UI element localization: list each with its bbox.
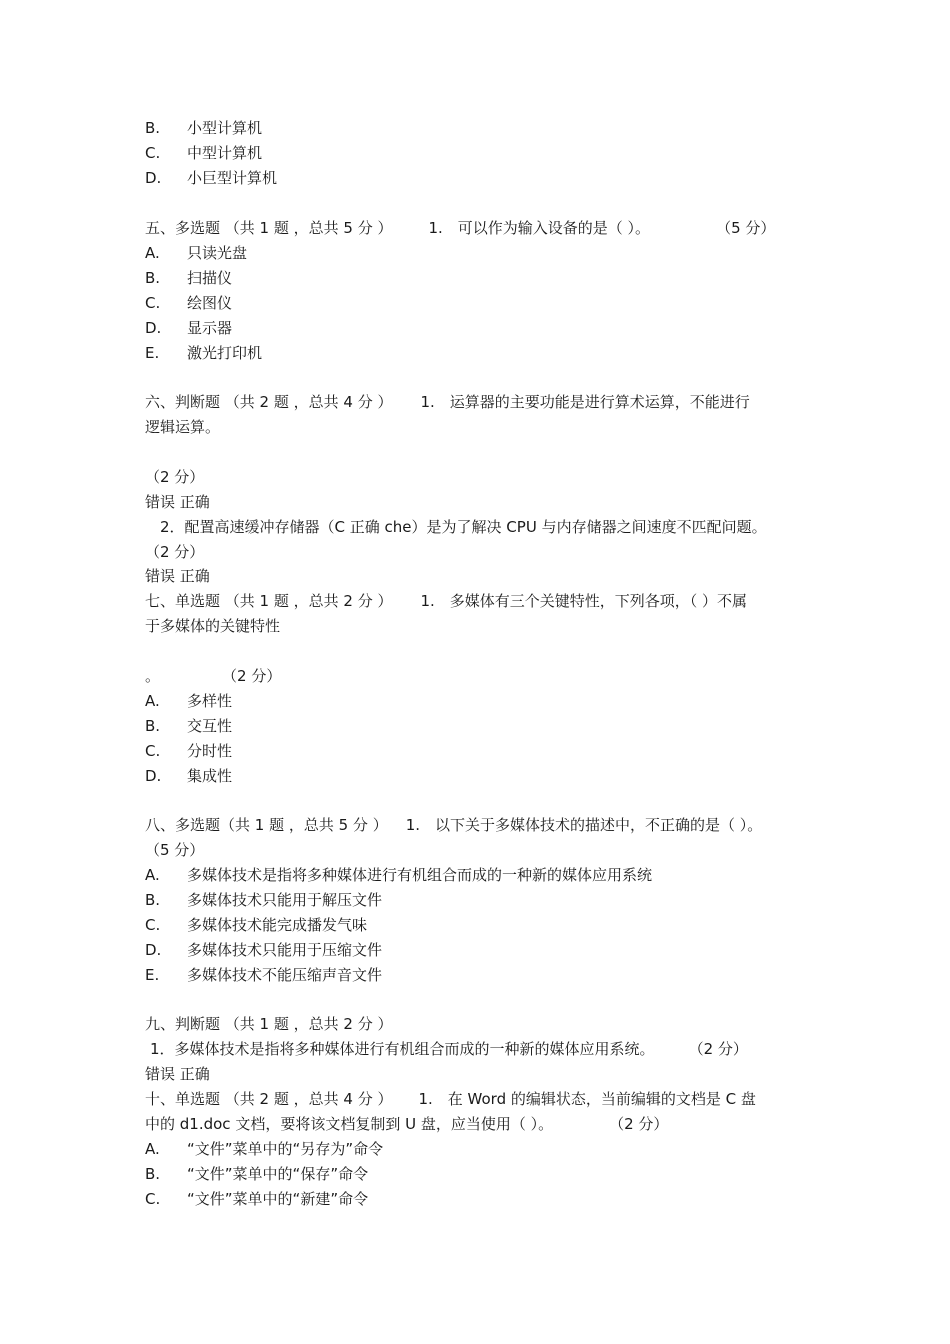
option-letter: E. bbox=[145, 966, 160, 984]
option-row bbox=[145, 243, 247, 263]
section-8-header-line bbox=[145, 815, 762, 835]
option-letter: A. bbox=[145, 866, 160, 884]
option-text: 扫描仪 bbox=[187, 269, 233, 287]
option-row bbox=[145, 915, 367, 935]
option-letter: B. bbox=[145, 269, 161, 287]
question-text: 1. 在 Word 的编辑状态，当前编辑的文档是 C 盘 bbox=[418, 1090, 756, 1108]
option-row bbox=[145, 965, 382, 985]
question-score: （2 分） bbox=[145, 468, 205, 486]
option-row bbox=[145, 143, 262, 163]
section-header: 十、单选题 （共 2 题 ，总共 4 分 ） bbox=[145, 1090, 393, 1108]
question-score: （2 分） bbox=[222, 667, 282, 685]
option-letter: A. bbox=[145, 692, 160, 710]
section-header: 七、单选题 （共 1 题 ，总共 2 分 ） bbox=[145, 592, 393, 610]
option-row bbox=[145, 741, 232, 761]
option-row bbox=[145, 293, 232, 313]
option-letter: D. bbox=[145, 941, 162, 959]
question-line bbox=[150, 1039, 748, 1059]
section-header: 九、判断题 （共 1 题 ，总共 2 分 ） bbox=[145, 1015, 393, 1033]
option-row bbox=[145, 716, 232, 736]
question-text-continuation: 中的 d1.doc 文档，要将该文档复制到 U 盘，应当使用（ ）。 bbox=[145, 1115, 554, 1133]
option-letter: B. bbox=[145, 119, 161, 137]
option-text: 显示器 bbox=[187, 319, 233, 337]
option-text: “文件”菜单中的“保存”命令 bbox=[187, 1165, 369, 1183]
option-text: 交互性 bbox=[187, 717, 233, 735]
option-text: 多媒体技术只能用于解压文件 bbox=[187, 891, 383, 909]
option-row bbox=[145, 890, 382, 910]
option-letter: C. bbox=[145, 294, 161, 312]
option-row bbox=[145, 691, 232, 711]
option-text: 激光打印机 bbox=[187, 344, 263, 362]
option-row bbox=[145, 343, 262, 363]
option-text: 小型计算机 bbox=[187, 119, 263, 137]
question-text: 1．多媒体技术是指将多种媒体进行有机组合而成的一种新的媒体应用系统。 bbox=[150, 1040, 655, 1058]
option-text: “文件”菜单中的“新建”命令 bbox=[187, 1190, 369, 1208]
option-letter: D. bbox=[145, 169, 162, 187]
section-7-header-line bbox=[145, 591, 747, 611]
option-letter: D. bbox=[145, 319, 162, 337]
option-text: 多媒体技术能完成播发气味 bbox=[187, 916, 368, 934]
option-text: 只读光盘 bbox=[187, 244, 248, 262]
question-text-continuation: 于多媒体的关键特性 bbox=[145, 617, 281, 635]
judgement-answer: 错误 正确 bbox=[145, 493, 210, 511]
option-text: 多样性 bbox=[187, 692, 233, 710]
judgement-answer: 错误 正确 bbox=[145, 1065, 210, 1083]
option-row bbox=[145, 1189, 368, 1209]
question-score: （2 分） bbox=[145, 543, 205, 561]
question-score: （2 分） bbox=[609, 1115, 669, 1133]
option-letter: A. bbox=[145, 244, 160, 262]
question-text: 1. 多媒体有三个关键特性，下列各项，（ ）不属 bbox=[420, 592, 748, 610]
option-row bbox=[145, 1164, 368, 1184]
option-letter: C. bbox=[145, 916, 161, 934]
option-letter: E. bbox=[145, 344, 160, 362]
option-row bbox=[145, 1139, 383, 1159]
question-end-mark: 。 bbox=[145, 667, 161, 685]
option-row bbox=[145, 865, 652, 885]
option-text: 多媒体技术不能压缩声音文件 bbox=[187, 966, 383, 984]
option-row bbox=[145, 118, 262, 138]
question-text: 1. 以下关于多媒体技术的描述中，不正确的是（ ）。 bbox=[405, 816, 763, 834]
option-text: 集成性 bbox=[187, 767, 233, 785]
question-score: （5 分） bbox=[145, 841, 205, 859]
option-letter: B. bbox=[145, 1165, 161, 1183]
option-row bbox=[145, 168, 277, 188]
option-text: 绘图仪 bbox=[187, 294, 233, 312]
option-letter: B. bbox=[145, 717, 161, 735]
option-text: 分时性 bbox=[187, 742, 233, 760]
option-text: 多媒体技术只能用于压缩文件 bbox=[187, 941, 383, 959]
option-letter: C. bbox=[145, 144, 161, 162]
option-row bbox=[145, 940, 382, 960]
option-letter: B. bbox=[145, 891, 161, 909]
section-5-header-line bbox=[145, 218, 775, 238]
question-text: 1. 可以作为输入设备的是（ ）。 bbox=[428, 219, 651, 237]
option-row bbox=[145, 766, 232, 786]
option-row bbox=[145, 268, 232, 288]
section-10-header-line bbox=[145, 1089, 756, 1109]
section-header: 八、多选题（共 1 题 ，总共 5 分 ） bbox=[145, 816, 388, 834]
option-text: 多媒体技术是指将多种媒体进行有机组合而成的一种新的媒体应用系统 bbox=[187, 866, 653, 884]
question-text: 2．配置高速缓冲存储器（C 正确 che）是为了解决 CPU 与内存储器之间速度不匹配问题。 bbox=[160, 518, 767, 536]
option-text: “文件”菜单中的“另存为”命令 bbox=[187, 1140, 384, 1158]
option-letter: D. bbox=[145, 767, 162, 785]
option-letter: C. bbox=[145, 1190, 161, 1208]
option-row bbox=[145, 318, 232, 338]
question-text: 1. 运算器的主要功能是进行算术运算，不能进行 bbox=[420, 393, 750, 411]
section-header: 六、判断题 （共 2 题 ，总共 4 分 ） bbox=[145, 393, 393, 411]
option-letter: A. bbox=[145, 1140, 160, 1158]
question-score: （2 分） bbox=[688, 1040, 748, 1058]
question-score: （5 分） bbox=[716, 219, 776, 237]
question-text-continuation: 逻辑运算。 bbox=[145, 418, 221, 436]
option-text: 小巨型计算机 bbox=[187, 169, 278, 187]
question-end-line bbox=[145, 666, 281, 686]
section-6-header-line bbox=[145, 392, 750, 412]
option-text: 中型计算机 bbox=[187, 144, 263, 162]
option-letter: C. bbox=[145, 742, 161, 760]
question-line bbox=[145, 1114, 668, 1134]
section-header: 五、多选题 （共 1 题 ，总共 5 分 ） bbox=[145, 219, 393, 237]
judgement-answer: 错误 正确 bbox=[145, 567, 210, 585]
